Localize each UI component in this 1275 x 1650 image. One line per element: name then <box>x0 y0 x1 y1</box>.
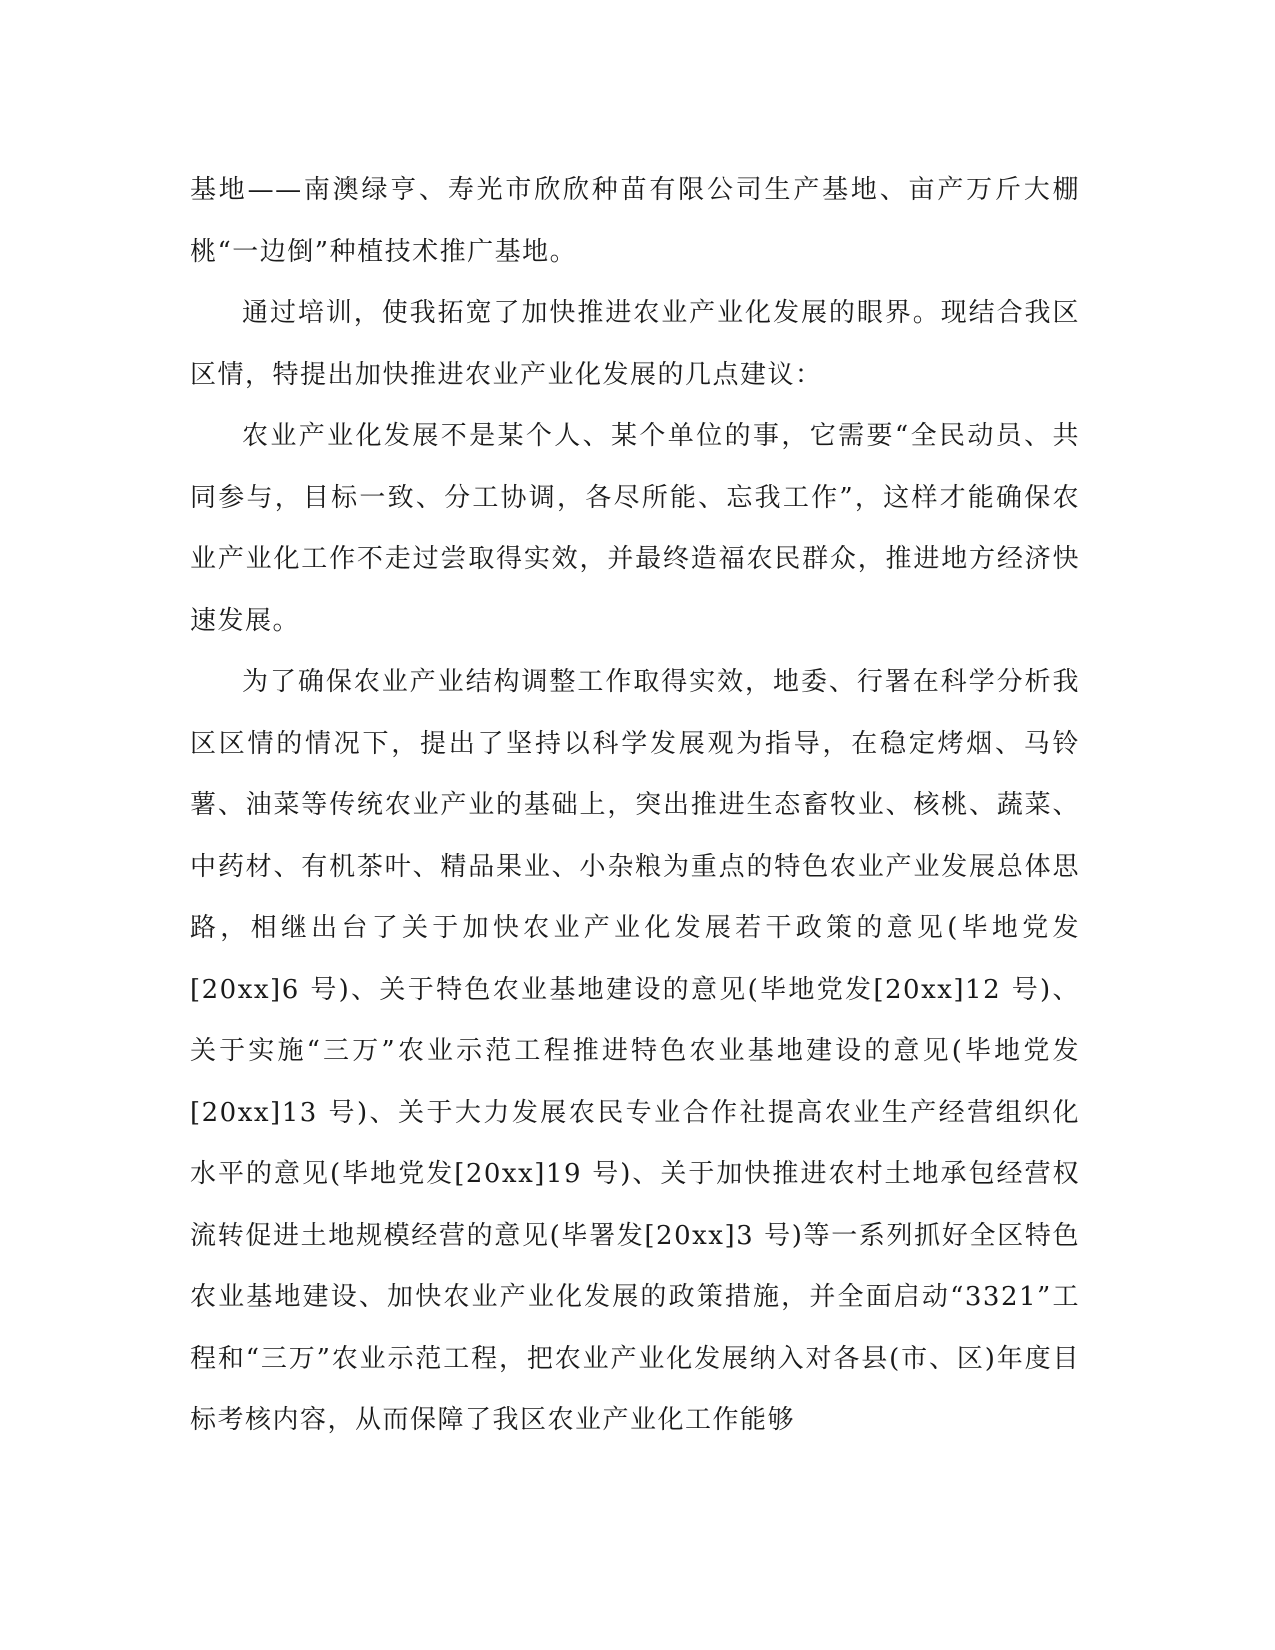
paragraph-3: 农业产业化发展不是某个人、某个单位的事，它需要“全民动员、共同参与，目标一致、分工协调，各尽所能、忘我工作”，这样才能确保农业产业化工作不走过尝取得实效，并最终造福农民群众，推进地方经济快速发展。 <box>190 421 1080 636</box>
paragraph-4: 为了确保农业产业结构调整工作取得实效，地委、行署在科学分析我区区情的情况下，提出了坚持以科学发展观为指导，在稳定烤烟、马铃薯、油菜等传统农业产业的基础上，突出推进生态畜牧业、核桃、蔬菜、中药材、有机茶叶、精品果业、小杂粮为重点的特色农业产业发展总体思路，相继出台了关于加快农业产业化发展若干政策的意见(毕地党发[20xx]6 号)、关于特色农业基地建设的意见(毕地党发[20xx]12 号)、关于实施“三万”农业示范工程推进特色农业基地建设的意见(毕地党发[20xx]13 号)、关于大力发展农民专业合作社提高农业生产经营组织化水平的意见(毕地党发[20xx]19 号)、关于加快推进农村土地承包经营权流转促进土地规模经营的意见(毕署发[20xx]3 号)等一系列抓好全区特色农业基地建设、加快农业产业化发展的政策措施，并全面启动“3321”工程和“三万”农业示范工程，把农业产业化发展纳入对各县(市、区)年度目标考核内容，从而保障了我区农业产业化工作能够 <box>190 667 1080 1435</box>
paragraph-2: 通过培训，使我拓宽了加快推进农业产业化发展的眼界。现结合我区区情，特提出加快推进农业产业化发展的几点建议： <box>190 298 1080 390</box>
paragraph-1: 基地——南澳绿亨、寿光市欣欣种苗有限公司生产基地、亩产万斤大棚桃“一边倒”种植技术推广基地。 <box>190 175 1080 267</box>
document-body <box>190 160 1080 1452</box>
